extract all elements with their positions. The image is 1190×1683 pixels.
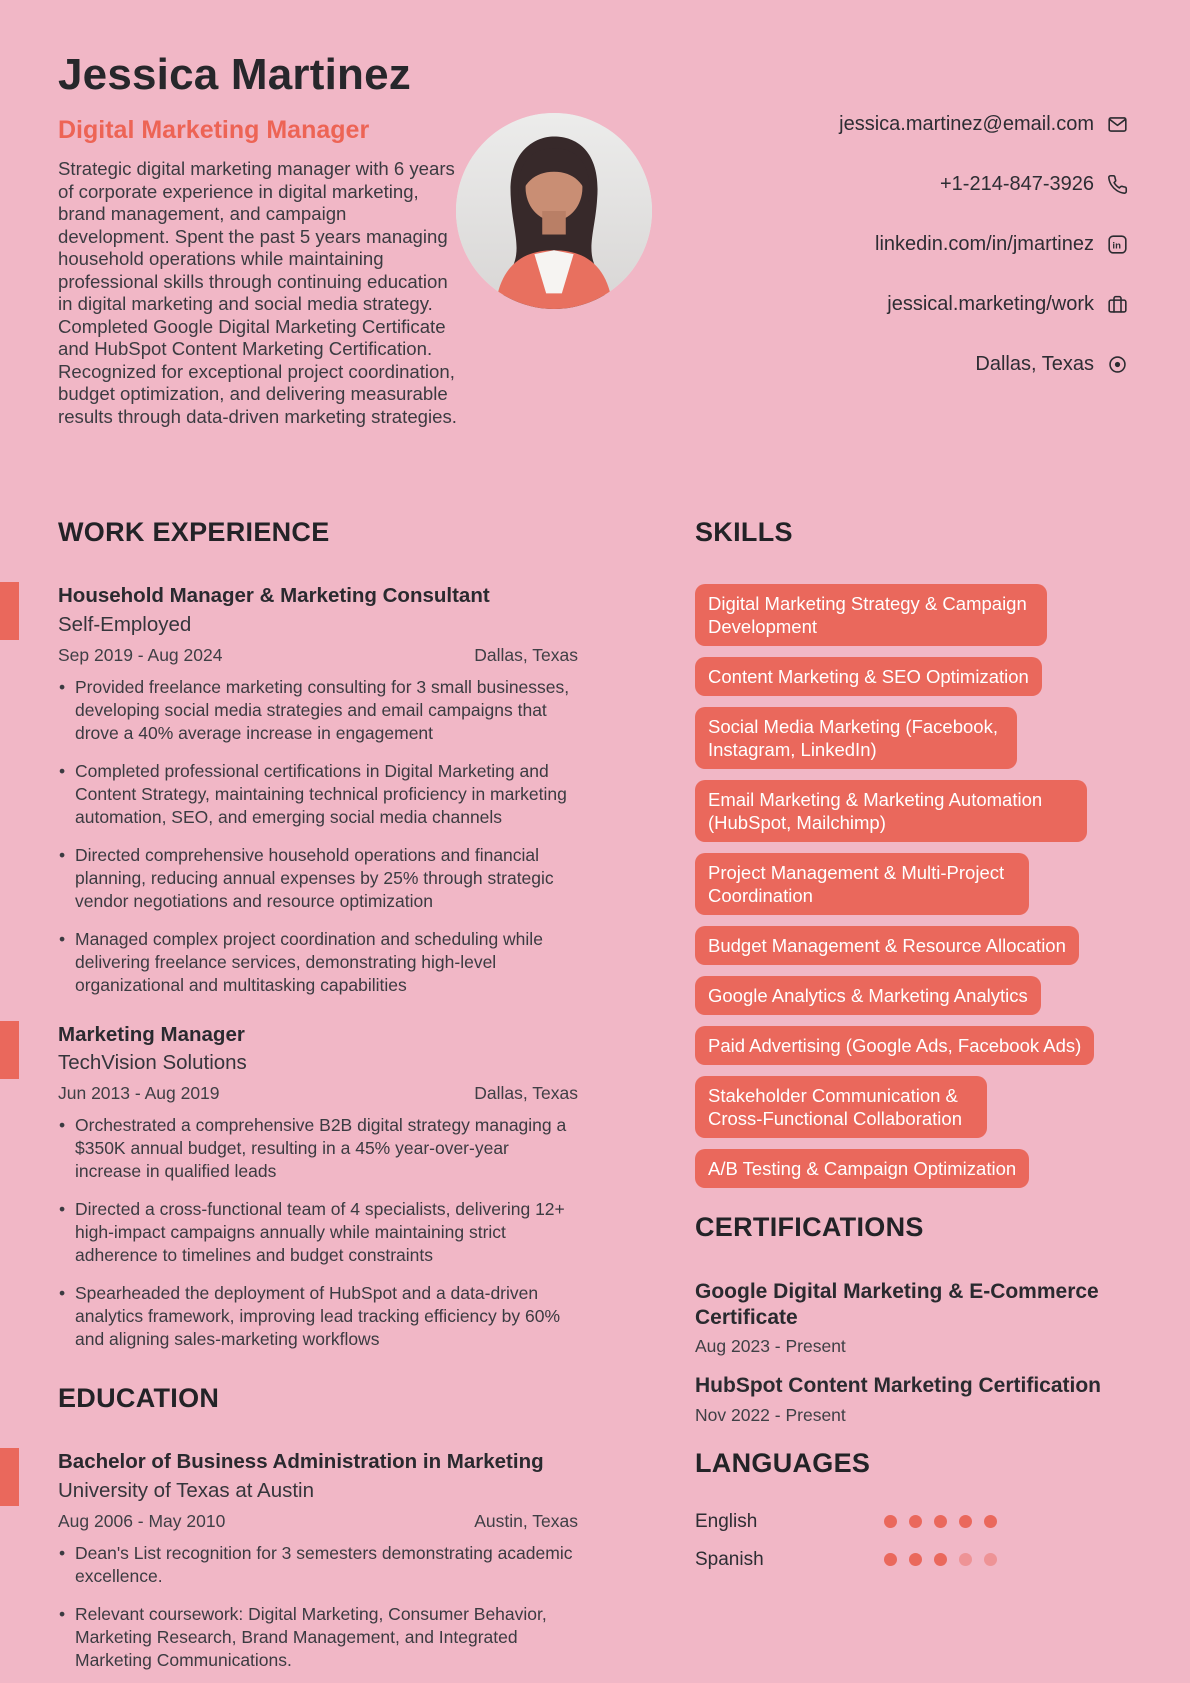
- section-certifications: CERTIFICATIONS: [695, 1212, 924, 1242]
- contact-phone-label: +1-214-847-3926: [939, 172, 1094, 195]
- section-languages: LANGUAGES: [695, 1447, 871, 1478]
- contact-website[interactable]: [839, 292, 1128, 316]
- job-bullets: [58, 676, 578, 997]
- contact-list: [839, 112, 1128, 412]
- job-bullets: [58, 1114, 578, 1351]
- certification-dates: Nov 2022 - Present: [695, 1404, 846, 1425]
- header: [58, 50, 462, 428]
- phone-icon: [1107, 174, 1128, 195]
- job-dates: Sep 2019 - Aug 2024: [58, 644, 223, 665]
- certification-name: HubSpot Content Marketing Certification: [695, 1374, 1101, 1398]
- bullet-item: • Directed a cross-functional team of 4 specialists, delivering 12+ high-impact campaigns annually while maintaining strict adherence to timelines and budget constraints: [58, 1198, 578, 1267]
- right-column: [695, 519, 1128, 1587]
- proficiency-dot: [959, 1515, 972, 1528]
- contact-location-label: Dallas, Texas: [975, 352, 1094, 375]
- proficiency-dot: [884, 1553, 897, 1566]
- proficiency-dot: [959, 1553, 972, 1566]
- location-icon: [1107, 354, 1128, 375]
- skill-pill: Email Marketing & Marketing Automation (HubSpot, Mailchimp): [695, 780, 1087, 842]
- profile-photo-illustration: [456, 113, 652, 309]
- bullet-item: • Relevant coursework: Digital Marketing, Consumer Behavior, Marketing Research, Brand Management, and Integrated Marketing Communications.: [58, 1603, 578, 1672]
- job-dates: Jun 2013 - Aug 2019: [58, 1083, 220, 1104]
- bullet-item: • Managed complex project coordination and scheduling while delivering freelance services, demonstrating high-level organizational and multitasking capabilities: [58, 928, 578, 997]
- contact-email[interactable]: [839, 112, 1128, 136]
- experience-entry: [58, 1023, 578, 1352]
- bullet-item: • Spearheaded the deployment of HubSpot and a data-driven analytics framework, improving lead tracking efficiency by 60% and aligning sales-marketing workflows: [58, 1282, 578, 1351]
- skill-pill: Paid Advertising (Google Ads, Facebook Ads): [695, 1026, 1094, 1065]
- job-title: Household Manager & Marketing Consultant: [58, 584, 490, 607]
- mail-icon: [1107, 114, 1128, 135]
- proficiency-dot: [909, 1553, 922, 1566]
- bullet-item: • Provided freelance marketing consulting for 3 small businesses, developing social media strategies and email campaigns that drove a 40% average increase in engagement: [58, 676, 578, 745]
- skill-pill: A/B Testing & Campaign Optimization: [695, 1149, 1029, 1188]
- bullet-item: • Directed comprehensive household operations and financial planning, reducing annual expenses by 25% through strategic vendor negotiations and resource optimization: [58, 844, 578, 913]
- svg-text:in: in: [1112, 240, 1121, 252]
- section-work-experience: WORK EXPERIENCE: [58, 517, 330, 547]
- skills-list: [695, 584, 1128, 1188]
- proficiency-dot: [934, 1553, 947, 1566]
- accent-marker: [0, 582, 19, 640]
- certification-name: Google Digital Marketing & E-Commerce Certificate: [695, 1280, 1099, 1329]
- language-row: [695, 1549, 997, 1571]
- job-location: Dallas, Texas: [474, 1083, 578, 1104]
- job-location: Dallas, Texas: [474, 644, 578, 665]
- proficiency-dot: [884, 1515, 897, 1528]
- language-row: [695, 1511, 997, 1533]
- education-entry: [58, 1450, 578, 1672]
- certification-entry: [695, 1373, 1128, 1426]
- job-company: TechVision Solutions: [58, 1051, 247, 1075]
- degree-title: Bachelor of Business Administration in Marketing: [58, 1450, 544, 1474]
- skill-pill: Content Marketing & SEO Optimization: [695, 657, 1042, 696]
- contact-linkedin-label: linkedin.com/in/jmartinez: [875, 232, 1094, 255]
- certification-entry: [695, 1279, 1128, 1357]
- skill-pill: Stakeholder Communication & Cross-Functional Collaboration: [695, 1076, 987, 1138]
- left-column: [58, 519, 578, 1683]
- proficiency-dot: [934, 1515, 947, 1528]
- skill-pill: Budget Management & Resource Allocation: [695, 926, 1079, 965]
- contact-email-label: jessica.martinez@email.com: [839, 112, 1094, 135]
- certification-dates: Aug 2023 - Present: [695, 1336, 846, 1357]
- accent-marker: [0, 1448, 19, 1506]
- education-bullets: [58, 1542, 578, 1672]
- skill-pill: Digital Marketing Strategy & Campaign Development: [695, 584, 1047, 646]
- accent-marker: [0, 1021, 19, 1079]
- job-title: Marketing Manager: [58, 1022, 245, 1046]
- person-title: Digital Marketing Manager: [58, 116, 370, 145]
- proficiency-dots: [884, 1515, 997, 1528]
- contact-linkedin[interactable]: [839, 232, 1128, 256]
- person-name: Jessica Martinez: [58, 50, 411, 99]
- experience-entry: [58, 584, 578, 997]
- proficiency-dot: [909, 1515, 922, 1528]
- briefcase-icon: [1107, 294, 1128, 315]
- language-name: English: [695, 1510, 758, 1532]
- proficiency-dots: [884, 1553, 997, 1566]
- bullet-item: • Dean's List recognition for 3 semesters demonstrating academic excellence.: [58, 1542, 578, 1588]
- education-location: Austin, Texas: [474, 1510, 578, 1531]
- profile-photo: [456, 113, 652, 309]
- school-name: University of Texas at Austin: [58, 1478, 314, 1502]
- section-skills: SKILLS: [695, 517, 793, 547]
- education-dates: Aug 2006 - May 2010: [58, 1510, 226, 1531]
- language-name: Spanish: [695, 1548, 764, 1570]
- contact-phone[interactable]: [839, 172, 1128, 196]
- linkedin-icon: [1107, 234, 1128, 255]
- proficiency-dot: [984, 1515, 997, 1528]
- bullet-item: • Completed professional certifications in Digital Marketing and Content Strategy, maintaining technical proficiency in marketing automation, SEO, and emerging social media channels: [58, 760, 578, 829]
- bullet-item: • Orchestrated a comprehensive B2B digital strategy managing a $350K annual budget, resulting in a 45% year-over-year increase in qualified leads: [58, 1114, 578, 1183]
- contact-location: [839, 352, 1128, 376]
- summary-text: Strategic digital marketing manager with 6 years of corporate experience in digital marketing, brand management, and campaign development. Spent the past 5 years managing household operations while maintaining professional skills through continuing education in digital marketing and social media strategy. Completed Google Digital Marketing Certificate and HubSpot Content Marketing Certification. Recognized for exceptional project coordination, budget optimization, and delivering measurable results through data-driven marketing strategies.: [58, 158, 457, 427]
- job-company: Self-Employed: [58, 612, 192, 636]
- languages-list: [695, 1511, 997, 1571]
- contact-website-label: jessical.marketing/work: [887, 292, 1094, 315]
- skill-pill: Project Management & Multi-Project Coordination: [695, 853, 1029, 915]
- skill-pill: Google Analytics & Marketing Analytics: [695, 976, 1041, 1015]
- skill-pill: Social Media Marketing (Facebook, Instagram, LinkedIn): [695, 707, 1017, 769]
- proficiency-dot: [984, 1553, 997, 1566]
- section-education: EDUCATION: [58, 1383, 220, 1414]
